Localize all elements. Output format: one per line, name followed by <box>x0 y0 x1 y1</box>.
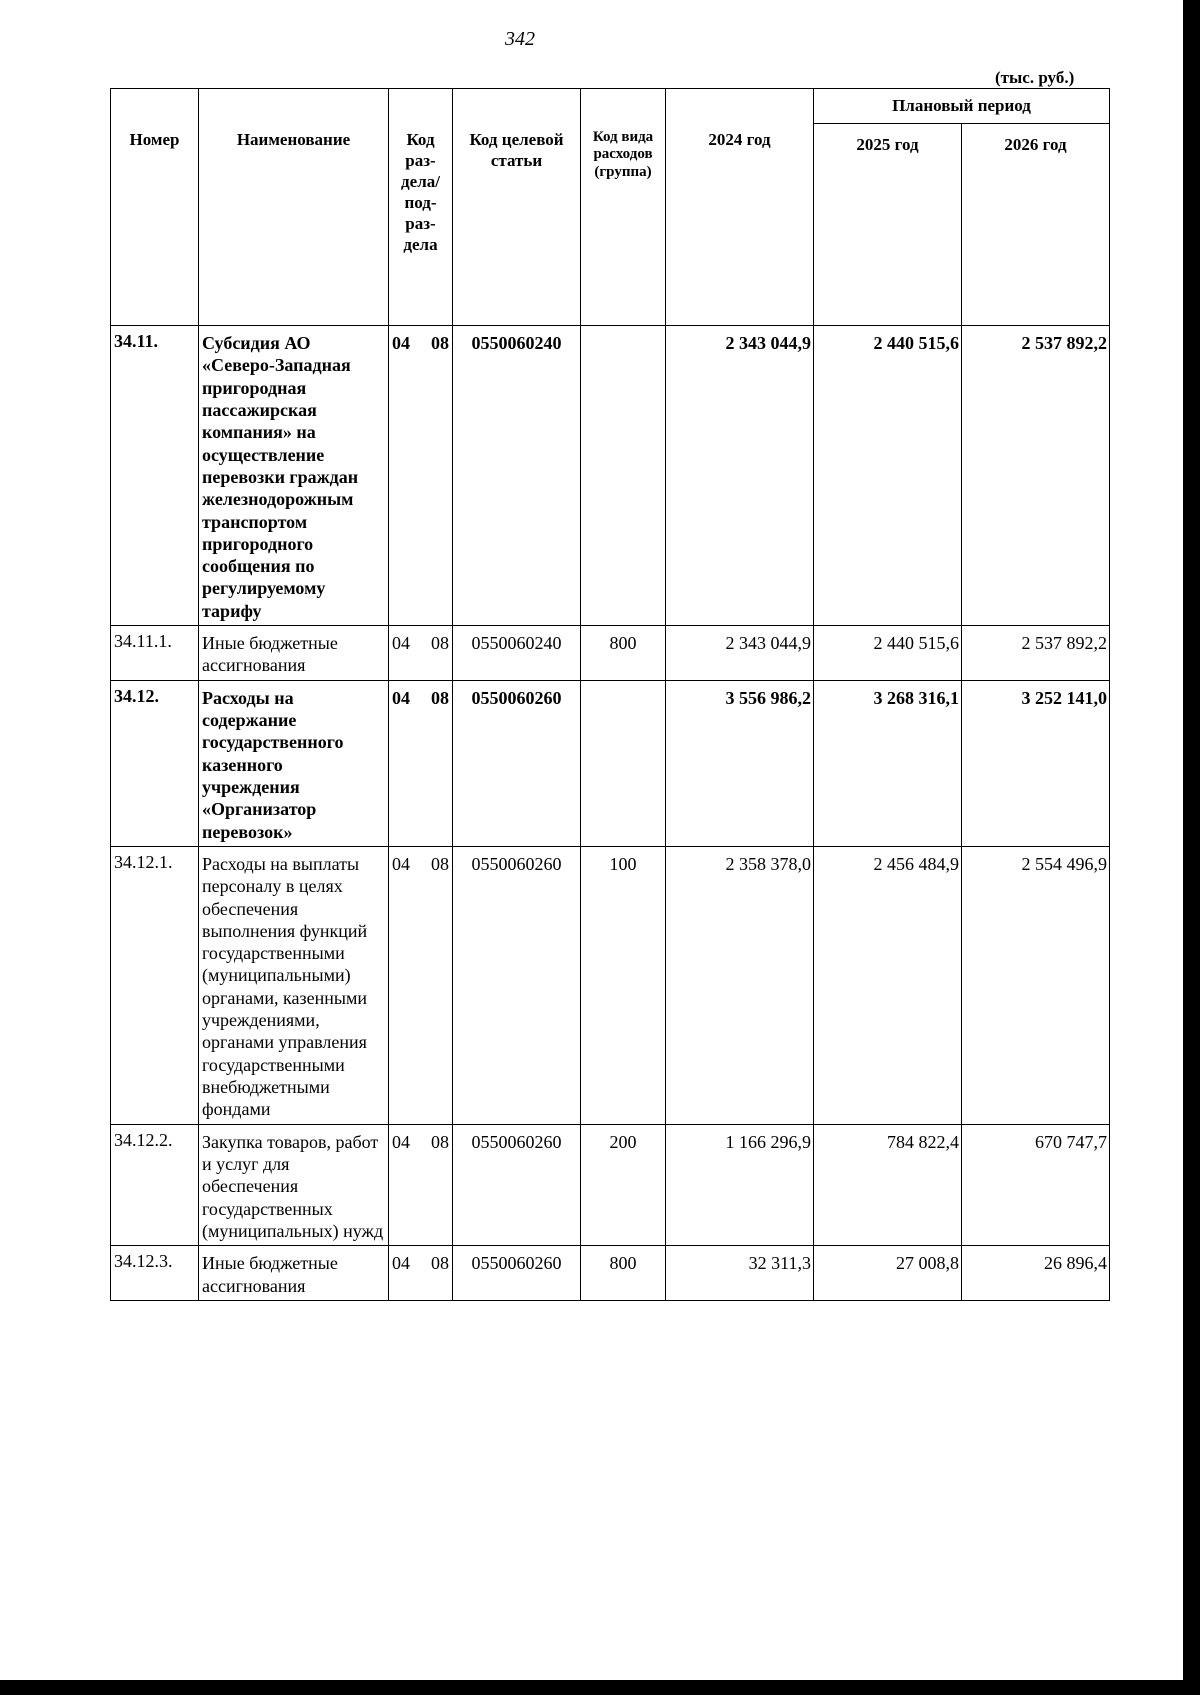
units-label: (тыс. руб.) <box>995 68 1075 87</box>
page-number: 342 <box>505 28 535 50</box>
row-subsection: 08 <box>431 1253 449 1274</box>
row-expense-type <box>581 326 666 626</box>
row-value-2025: 27 008,8 <box>814 1246 962 1301</box>
row-target-code: 0550060260 <box>453 1124 581 1246</box>
row-value-2025: 3 268 316,1 <box>814 680 962 846</box>
row-subsection: 08 <box>431 633 449 654</box>
row-target-code: 0550060260 <box>453 1246 581 1301</box>
row-name: Расходы на выплаты персоналу в целях обеспечения выполнения функций государственными (муниципальными) органами, казенными учреждениями, органами управления государственными внебюджетными фондами <box>199 846 389 1124</box>
row-expense-type: 100 <box>581 846 666 1124</box>
row-value-2024: 2 343 044,9 <box>666 326 814 626</box>
row-number: 34.11.1. <box>111 626 199 681</box>
header-planned-period: Плановый период <box>814 89 1110 124</box>
row-subsection: 08 <box>431 1131 449 1152</box>
row-target-code: 0550060260 <box>453 680 581 846</box>
row-value-2026: 2 554 496,9 <box>962 846 1110 1124</box>
row-section: 04 <box>392 1131 410 1152</box>
row-section-code <box>389 326 453 626</box>
row-target-code: 0550060260 <box>453 846 581 1124</box>
row-expense-type: 800 <box>581 626 666 681</box>
row-section-code <box>389 680 453 846</box>
budget-table <box>110 88 1110 1301</box>
row-target-code: 0550060240 <box>453 326 581 626</box>
row-subsection: 08 <box>431 853 449 874</box>
row-section: 04 <box>392 1253 410 1274</box>
row-name: Субсидия АО «Северо-Западная пригородная пассажирская компания» на осуществление перевозки граждан железнодорожным транспортом пригородного сообщения по регулируемому тарифу <box>199 326 389 626</box>
header-section-code: Код раз- дела/ под- раз- дела <box>389 89 453 326</box>
row-value-2024: 1 166 296,9 <box>666 1124 814 1246</box>
row-section: 04 <box>392 333 410 353</box>
row-value-2026: 670 747,7 <box>962 1124 1110 1246</box>
row-value-2026: 26 896,4 <box>962 1246 1110 1301</box>
header-year-2024: 2024 год <box>666 89 814 326</box>
row-number: 34.12.3. <box>111 1246 199 1301</box>
header-name: Наименование <box>199 89 389 326</box>
row-number: 34.12.1. <box>111 846 199 1124</box>
table-row <box>111 1246 1110 1301</box>
row-value-2025: 2 456 484,9 <box>814 846 962 1124</box>
header-row-1 <box>111 89 1110 124</box>
row-value-2026: 2 537 892,2 <box>962 626 1110 681</box>
row-name: Расходы на содержание государственного казенного учреждения «Организатор перевозок» <box>199 680 389 846</box>
table-row <box>111 680 1110 846</box>
row-value-2025: 784 822,4 <box>814 1124 962 1246</box>
table-row <box>111 326 1110 626</box>
row-value-2025: 2 440 515,6 <box>814 626 962 681</box>
row-expense-type <box>581 680 666 846</box>
header-target-code: Код целевой статьи <box>453 89 581 326</box>
row-section-code <box>389 846 453 1124</box>
header-number: Номер <box>111 89 199 326</box>
header-expense-type: Код вида расходов (группа) <box>581 89 666 326</box>
row-section: 04 <box>392 687 410 708</box>
row-value-2024: 3 556 986,2 <box>666 680 814 846</box>
row-subsection: 08 <box>431 687 449 708</box>
row-number: 34.11. <box>111 326 199 626</box>
header-year-2026: 2026 год <box>962 124 1110 326</box>
row-section-code <box>389 1246 453 1301</box>
row-number: 34.12. <box>111 680 199 846</box>
row-section: 04 <box>392 633 410 654</box>
row-value-2026: 2 537 892,2 <box>962 326 1110 626</box>
table-row <box>111 846 1110 1124</box>
row-name: Иные бюджетные ассигнования <box>199 1246 389 1301</box>
scan-border-bottom <box>0 1680 1200 1695</box>
row-subsection: 08 <box>431 333 449 353</box>
row-value-2024: 2 358 378,0 <box>666 846 814 1124</box>
row-value-2024: 32 311,3 <box>666 1246 814 1301</box>
header-year-2025: 2025 год <box>814 124 962 326</box>
row-name: Закупка товаров, работ и услуг для обеспечения государственных (муниципальных) нужд <box>199 1124 389 1246</box>
row-expense-type: 200 <box>581 1124 666 1246</box>
row-section-code <box>389 1124 453 1246</box>
row-value-2026: 3 252 141,0 <box>962 680 1110 846</box>
table-row <box>111 626 1110 681</box>
row-section-code <box>389 626 453 681</box>
row-section: 04 <box>392 853 410 874</box>
scan-border-right <box>1183 0 1200 1695</box>
row-expense-type: 800 <box>581 1246 666 1301</box>
row-value-2025: 2 440 515,6 <box>814 326 962 626</box>
row-number: 34.12.2. <box>111 1124 199 1246</box>
row-name: Иные бюджетные ассигнования <box>199 626 389 681</box>
table-row <box>111 1124 1110 1246</box>
row-target-code: 0550060240 <box>453 626 581 681</box>
row-value-2024: 2 343 044,9 <box>666 626 814 681</box>
